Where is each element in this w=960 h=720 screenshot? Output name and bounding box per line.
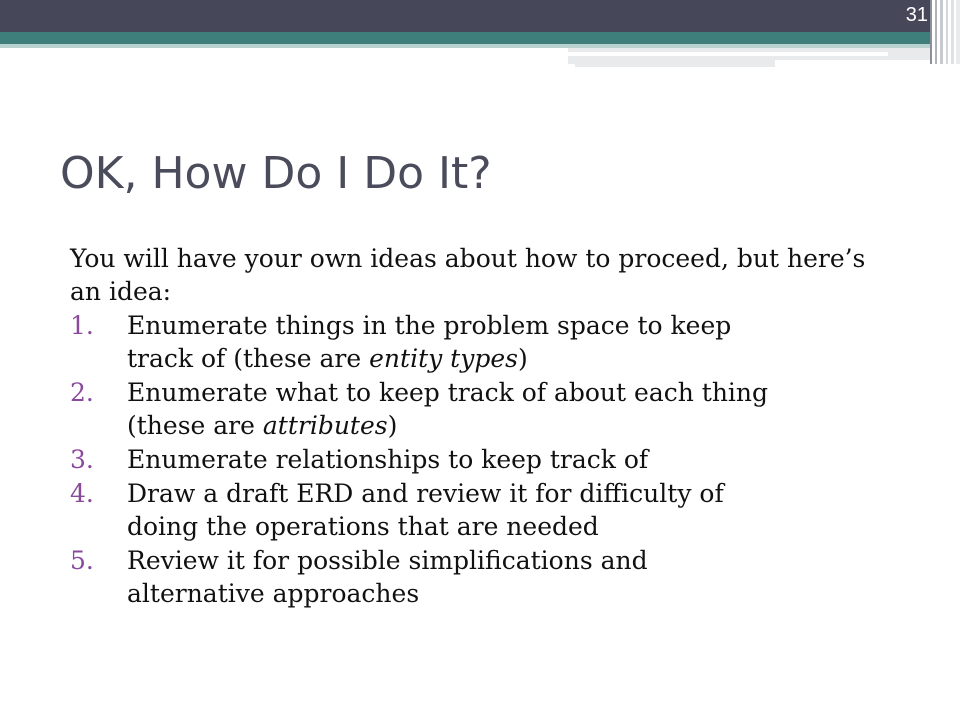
list-item [70, 309, 900, 375]
intro-text: You will have your own ideas about how to proceed, but here’s an idea: [70, 244, 866, 306]
decorative-vertical-line [935, 0, 937, 64]
emphasis-term: attributes [262, 411, 388, 440]
list-item [70, 443, 900, 476]
list-item-text: alternative approaches [127, 579, 420, 608]
decorative-vertical-line [940, 0, 943, 64]
slide-body [70, 242, 900, 611]
list-item-text: ) [517, 344, 528, 373]
list-item-text: ) [387, 411, 398, 440]
slide-number: 31 [905, 4, 928, 26]
header-band-grey [575, 64, 775, 67]
slide-title: OK, How Do I Do It? [60, 148, 492, 199]
list-number: 5. [70, 546, 94, 575]
decorative-vertical-line [951, 0, 954, 64]
list-number: 4. [70, 479, 94, 508]
decorative-vertical-line [930, 0, 932, 64]
list-item-text: Review it for possible simplifications and [127, 546, 648, 575]
list-item-text: track of (these are [127, 344, 370, 373]
list-item-text: doing the operations that are needed [127, 512, 599, 541]
list-item-text: Enumerate things in the problem space to keep [127, 311, 732, 340]
emphasis-term: entity types [369, 344, 518, 373]
list-number: 1. [70, 311, 94, 340]
header-band-stripe [568, 52, 888, 56]
header-band-stripe [775, 60, 930, 64]
header-band-teal [0, 32, 930, 44]
header-band-dark [0, 0, 930, 32]
list-item-text: Draw a draft ERD and review it for difficulty of [127, 479, 724, 508]
decorative-vertical-line [956, 0, 960, 64]
decorative-vertical-line [946, 0, 948, 64]
list-item [70, 376, 900, 442]
list-item [70, 544, 900, 610]
list-item-text: Enumerate relationships to keep track of [127, 445, 649, 474]
steps-list [70, 309, 900, 610]
list-item [70, 477, 900, 543]
list-item-text: Enumerate what to keep track of about each thing [127, 378, 769, 407]
list-number: 2. [70, 378, 94, 407]
list-item-text: (these are [127, 411, 263, 440]
list-number: 3. [70, 445, 94, 474]
